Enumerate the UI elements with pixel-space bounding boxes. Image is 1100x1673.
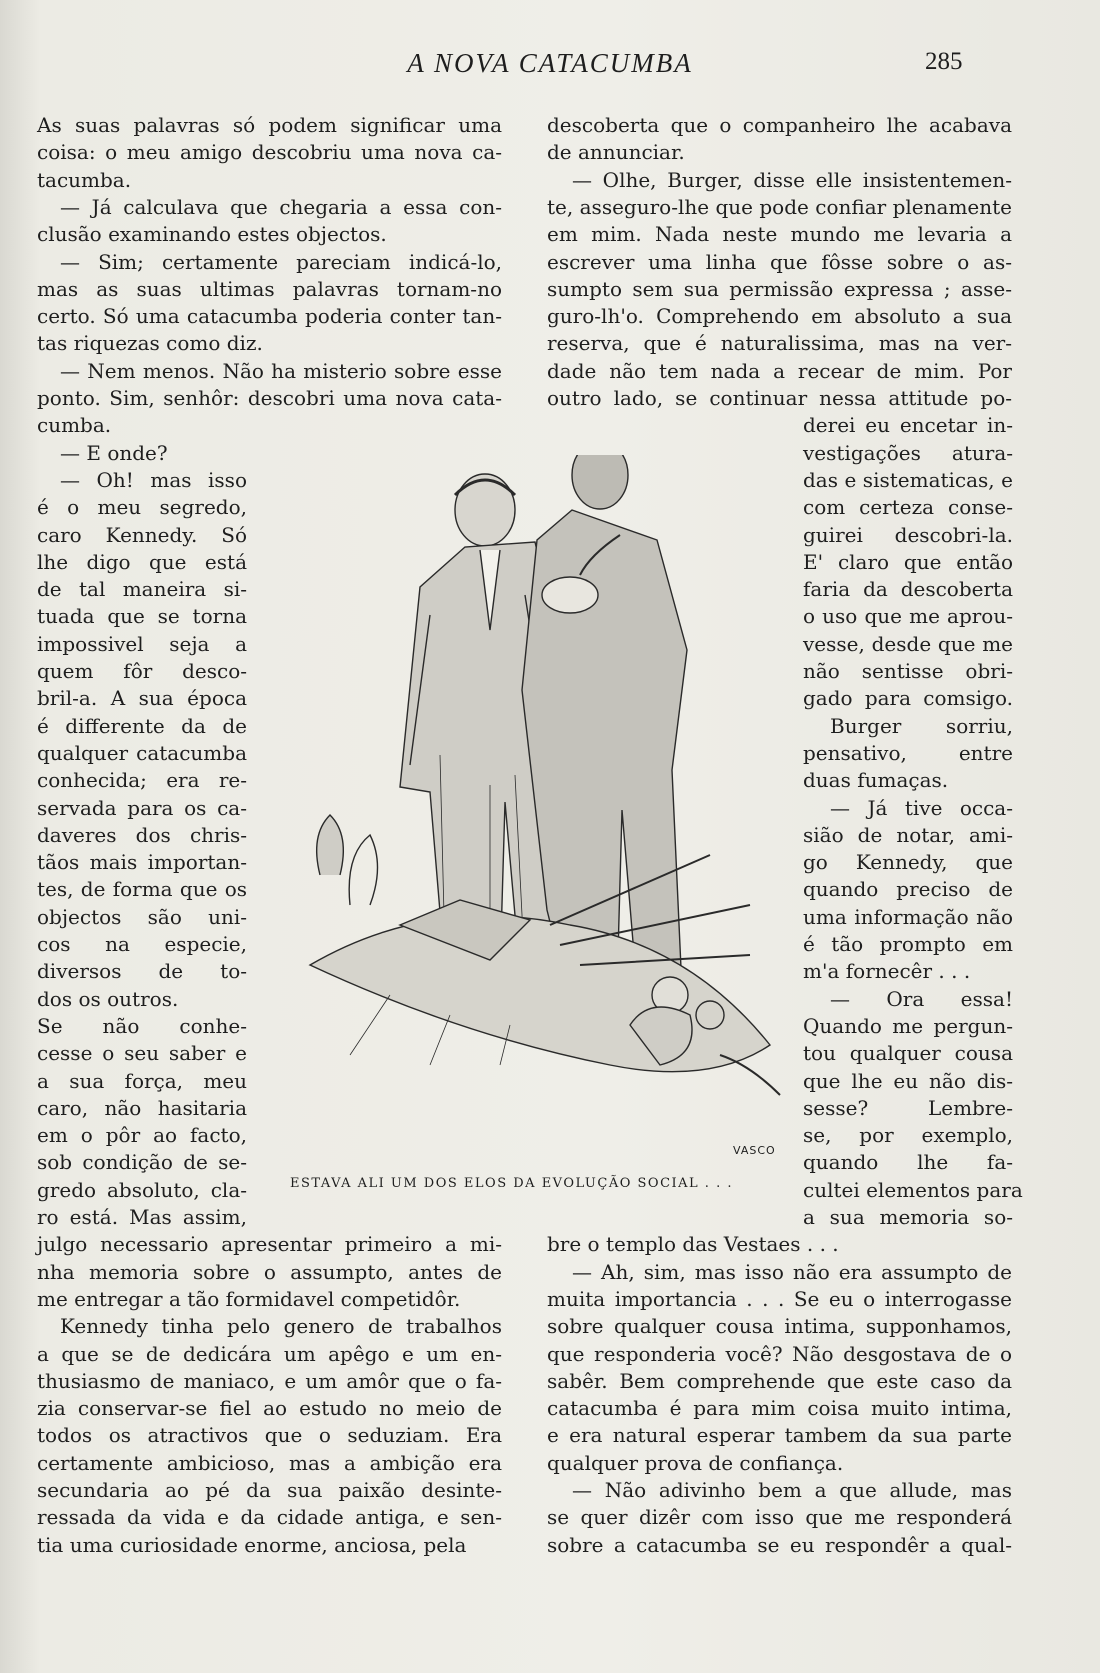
right-column-line: m'a fornecêr . . .	[803, 959, 971, 984]
left-column-line: me entregar a tão formidavel competidôr.	[37, 1286, 461, 1311]
right-column-line: quando lhe fa-	[803, 1150, 1013, 1175]
left-column-line: bril-a. A sua época	[37, 686, 247, 711]
right-column-line: go Kennedy, que	[803, 850, 1013, 875]
left-column-line: Se não conhe-	[37, 1013, 247, 1038]
right-column-line: guirei descobri-la.	[803, 522, 1013, 547]
right-column-line: o uso que me aprou-	[803, 604, 1013, 629]
left-column-line: clusão examinando estes objectos.	[37, 222, 387, 247]
left-column-line: mas as suas ultimas palavras tornam-no	[37, 276, 502, 301]
right-column-line: te, asseguro-lhe que pode confiar plenamente	[547, 194, 1012, 219]
right-column-line: quando preciso de	[803, 877, 1013, 902]
right-column-line: outro lado, se continuar nessa attitude po-	[547, 386, 1012, 410]
left-column-line: certamente ambicioso, mas a ambição era	[37, 1450, 502, 1475]
right-column-line: é tão prompto em	[803, 932, 1013, 956]
right-column-line: não sentisse obri-	[803, 659, 1013, 683]
left-column-line: certo. Só uma catacumba poderia conter tan-	[37, 304, 502, 329]
left-column-line: ro está. Mas assim,	[37, 1205, 247, 1229]
right-column-line: uma informação não	[803, 904, 1013, 929]
right-column-line: vestigações atura-	[803, 440, 1013, 465]
left-column-line: tia uma curiosidade enorme, anciosa, pela	[37, 1532, 467, 1557]
right-column-line: escrever uma linha que fôsse sobre o as-	[547, 249, 1012, 274]
right-column-line: cultei elementos para	[803, 1177, 1023, 1202]
left-column-line: caro Kennedy. Só	[37, 522, 247, 547]
left-column-line: — Oh! mas isso	[60, 467, 247, 492]
right-column-line: que responderia você? Não desgostava de o	[547, 1341, 1012, 1366]
right-column-line: gado para comsigo.	[803, 686, 1013, 711]
left-column-line: As suas palavras só podem significar uma	[37, 113, 502, 137]
right-column-line: sobre qualquer cousa intima, supponhamos,	[547, 1314, 1012, 1339]
left-column-line: cesse o seu saber e	[37, 1041, 247, 1066]
left-column-line: em o pôr ao facto,	[37, 1123, 247, 1148]
left-column-line: é differente da de	[37, 713, 247, 738]
left-column-line: todos os atractivos que o seduziam. Era	[37, 1423, 502, 1448]
left-column-line: thusiasmo de maniaco, e um amôr que o fa-	[37, 1368, 502, 1393]
left-column-line: coisa: o meu amigo descobriu uma nova ca-	[37, 140, 502, 165]
left-column-line: julgo necessario apresentar primeiro a mi-	[37, 1232, 502, 1257]
left-column-line: servada para os ca-	[37, 795, 247, 820]
right-column-line: — Ah, sim, mas isso não era assumpto de	[572, 1259, 1012, 1284]
right-column-line: vesse, desde que me	[803, 631, 1013, 656]
left-column-line: caro, não hasitaria	[37, 1095, 247, 1120]
left-column-line: daveres dos chris-	[37, 822, 247, 847]
left-column-line: a sua força, meu	[37, 1068, 247, 1093]
running-head-title: A NOVA CATACUMBA	[407, 48, 693, 78]
right-column-line: — Ora essa!	[830, 986, 1013, 1011]
left-column-line: dos os outros.	[37, 986, 179, 1011]
right-column-line: sabêr. Bem comprehende que este caso da	[547, 1368, 1012, 1393]
right-column-line: bre o templo das Vestaes . . .	[547, 1232, 839, 1257]
right-column-line: descoberta que o companheiro lhe acabava	[547, 113, 1012, 137]
left-column-line: conhecida; era re-	[37, 768, 247, 793]
left-column-line: tãos mais importan-	[37, 850, 247, 875]
left-column-line: tes, de forma que os	[37, 877, 247, 902]
right-column-line: e era natural esperar tambem da sua parte	[547, 1423, 1012, 1448]
left-column-line: tacumba.	[37, 167, 132, 192]
left-column-line: Kennedy tinha pelo genero de trabalhos	[60, 1314, 502, 1339]
right-column-line: sião de notar, ami-	[803, 822, 1013, 847]
left-column-line: — Sim; certamente pareciam indicá-lo,	[60, 249, 502, 274]
right-column-line: de annunciar.	[547, 140, 685, 165]
right-column-line: sesse? Lembre-	[803, 1095, 1013, 1120]
left-column-line: é o meu segredo,	[37, 495, 247, 520]
left-column-line: nha memoria sobre o assumpto, antes de	[37, 1259, 502, 1284]
right-column-line: a sua memoria so-	[803, 1205, 1013, 1229]
left-column-line: — E onde?	[60, 440, 168, 465]
right-column-line: duas fumaças.	[803, 768, 949, 793]
illustration-caption: ESTAVA ALI UM DOS ELOS DA EVOLUÇÃO SOCIAL . . .	[290, 1176, 733, 1191]
left-column-line: — Já calculava que chegaria a essa con-	[60, 194, 502, 219]
left-column-line: impossivel seja a	[37, 631, 247, 656]
right-column-line: — Já tive occa-	[830, 795, 1013, 820]
right-column-line: em mim. Nada neste mundo me levaria a	[547, 222, 1012, 247]
left-column-line: ponto. Sim, senhôr: descobri uma nova cata-	[37, 386, 502, 410]
left-column-line: quem fôr desco-	[37, 659, 247, 683]
right-column-line: das e sistematicas, e	[803, 467, 1013, 492]
right-column-line: — Não adivinho bem a que allude, mas	[572, 1478, 1012, 1502]
right-column-line: Quando me pergun-	[803, 1013, 1013, 1038]
page-number: 285	[925, 48, 963, 75]
right-column-line: reserva, que é naturalissima, mas na ver-	[547, 331, 1012, 356]
left-column-line: tas riquezas como diz.	[37, 331, 263, 356]
right-column-line: — Olhe, Burger, disse elle insistentemen-	[572, 167, 1012, 192]
left-column-line: gredo absoluto, cla-	[37, 1177, 247, 1202]
left-column-line: tuada que se torna	[37, 604, 247, 629]
right-column-line: qualquer prova de confiança.	[547, 1450, 844, 1475]
left-column-line: cos na especie,	[37, 932, 247, 956]
left-column-line: lhe digo que está	[37, 549, 247, 574]
right-column-line: pensativo, entre	[803, 740, 1013, 765]
left-column-line: zia conservar-se fiel ao estudo no meio de	[37, 1396, 502, 1421]
left-column-line: cumba.	[37, 413, 112, 438]
artist-signature: VASCO	[733, 1144, 776, 1157]
right-column-line: guro-lh'o. Comprehendo em absoluto a sua	[547, 304, 1012, 329]
left-column-line: a que se de dedicára um apêgo e um en-	[37, 1341, 502, 1366]
left-column-line: ressada da vida e da cidade antiga, e sen-	[37, 1505, 502, 1530]
right-column-line: faria da descoberta	[803, 577, 1013, 602]
right-column-line: catacumba é para mim coisa muito intima,	[547, 1396, 1012, 1421]
left-column-line: qualquer catacumba	[37, 740, 247, 765]
right-column-line: E' claro que então	[803, 549, 1013, 574]
left-column-line: sob condição de se-	[37, 1150, 247, 1175]
right-column-line: se quer dizêr com isso que me responderá	[547, 1505, 1012, 1530]
engraving-illustration	[250, 455, 810, 1175]
left-column-line: de tal maneira si-	[37, 577, 247, 602]
right-column-line: derei eu encetar in-	[803, 413, 1013, 438]
left-column-line: diversos de to-	[37, 959, 247, 984]
left-column-line: secundaria ao pé da sua paixão desinte-	[37, 1478, 502, 1502]
right-column-line: Burger sorriu,	[830, 713, 1013, 738]
right-column-line: tou qualquer cousa	[803, 1041, 1013, 1066]
left-column-line: objectos são uni-	[37, 904, 247, 929]
right-column-line: com certeza conse-	[803, 495, 1013, 520]
right-column-line: se, por exemplo,	[803, 1123, 1013, 1148]
right-column-line: dade não tem nada a recear de mim. Por	[547, 358, 1012, 383]
right-column-line: que lhe eu não dis-	[803, 1068, 1013, 1093]
right-column-line: sumpto sem sua permissão expressa ; asse-	[547, 276, 1012, 301]
left-column-line: — Nem menos. Não ha misterio sobre esse	[60, 358, 502, 383]
right-column-line: sobre a catacumba se eu respondêr a qual-	[547, 1532, 1012, 1557]
right-column-line: muita importancia . . . Se eu o interrogasse	[547, 1286, 1012, 1311]
right-man-figure	[522, 455, 687, 990]
